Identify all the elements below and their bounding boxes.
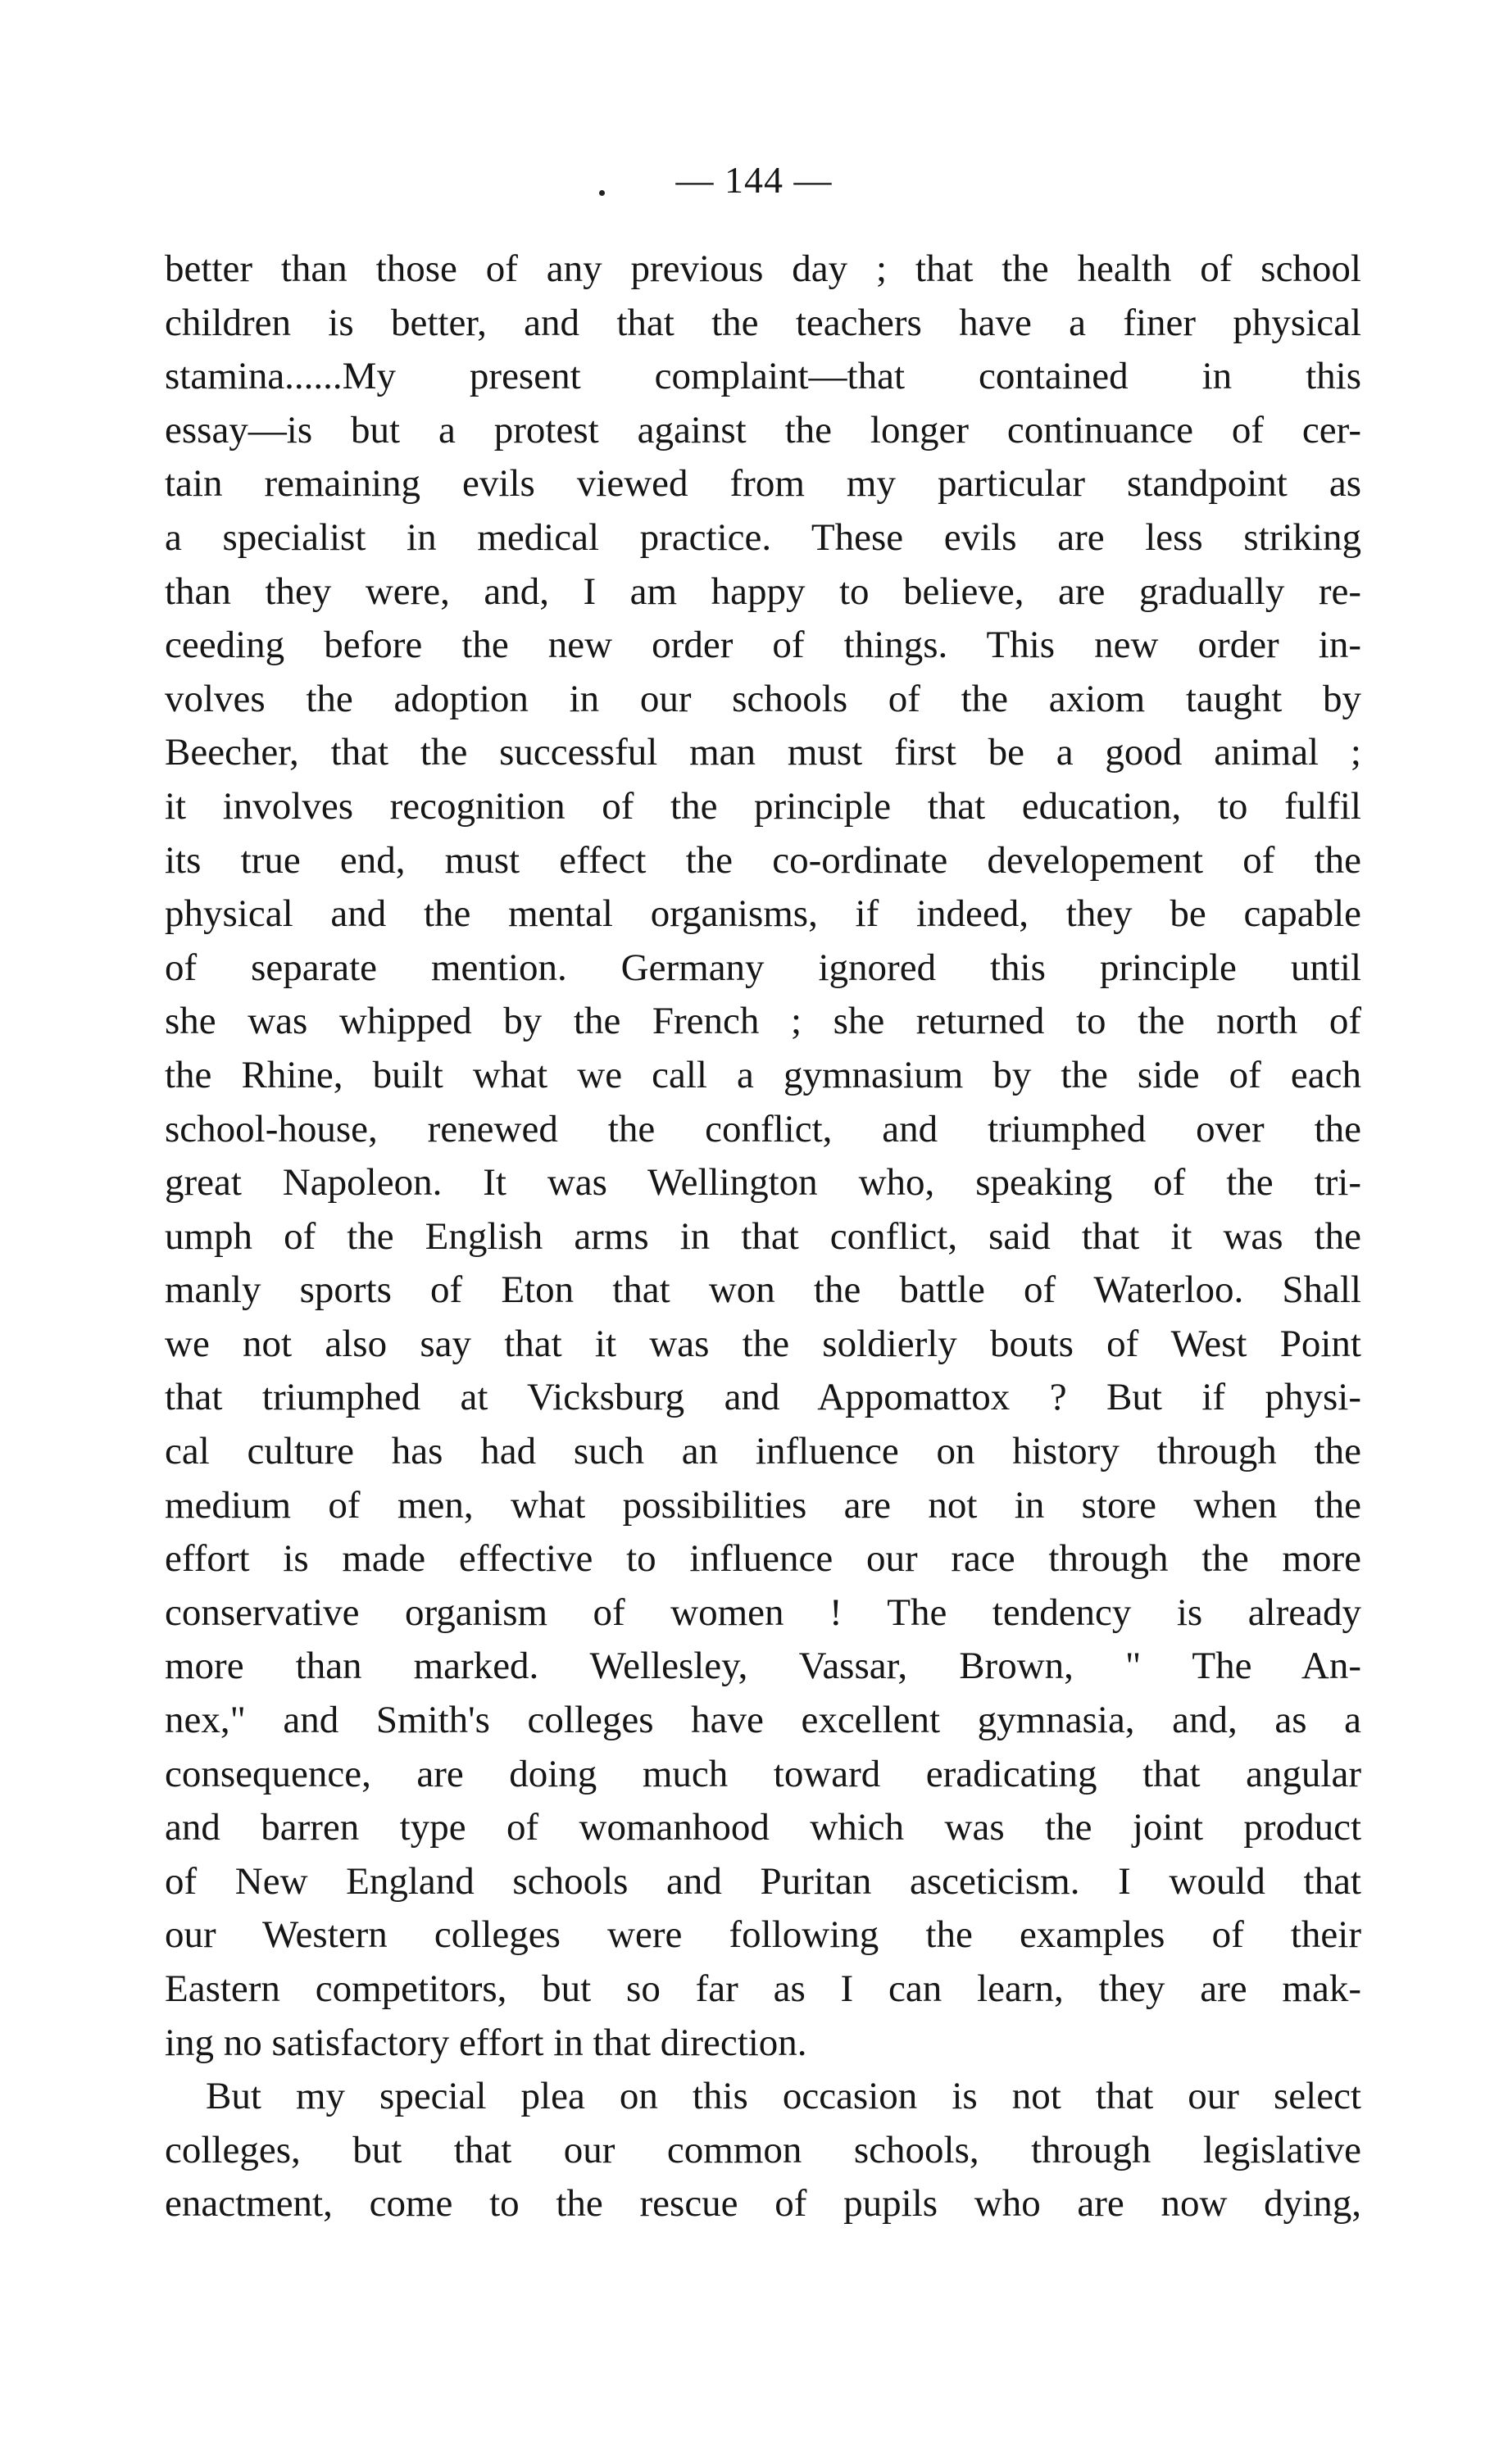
text-line: we not also say that it was the soldierly bouts of West Point bbox=[165, 1322, 1361, 1365]
text-line: manly sports of Eton that won the battle of Waterloo. Shall bbox=[165, 1268, 1361, 1312]
paragraph-end-line: ing no satisfactory effort in that direction. bbox=[165, 2021, 807, 2064]
text-line: consequence, are doing much toward eradicating that angular bbox=[165, 1752, 1361, 1795]
text-line: that triumphed at Vicksburg and Appomattox ? But if physi- bbox=[165, 1376, 1361, 1419]
text-line: umph of the English arms in that conflict, said that it was the bbox=[165, 1214, 1361, 1258]
text-line: of New England schools and Puritan asceticism. I would that bbox=[165, 1859, 1361, 1903]
text-line: volves the adoption in our schools of the axiom taught by bbox=[165, 677, 1361, 720]
text-line: physical and the mental organisms, if indeed, they be capable bbox=[165, 892, 1361, 936]
text-line: Eastern competitors, but so far as I can learn, they are mak- bbox=[165, 1967, 1361, 2010]
text-line: of separate mention. Germany ignored this principle until bbox=[165, 946, 1361, 989]
text-line: than they were, and, I am happy to believe, are gradually re- bbox=[165, 569, 1361, 613]
text-line: nex," and Smith's colleges have excellent gymnasia, and, as a bbox=[165, 1699, 1361, 1742]
text-line: school-house, renewed the conflict, and triumphed over the bbox=[165, 1107, 1361, 1150]
text-line: tain remaining evils viewed from my particular standpoint as bbox=[165, 462, 1361, 506]
text-line: children is better, and that the teachers have a finer physical bbox=[165, 301, 1361, 344]
text-line: its true end, must effect the co-ordinate developement of the bbox=[165, 838, 1361, 882]
text-line: stamina......My present complaint—that contained in this bbox=[165, 355, 1361, 398]
text-line: medium of men, what possibilities are not in store when the bbox=[165, 1483, 1361, 1527]
text-line: more than marked. Wellesley, Vassar, Brown, " The An- bbox=[165, 1645, 1361, 1688]
text-line: essay—is but a protest against the longer continuance of cer- bbox=[165, 408, 1361, 452]
text-line: great Napoleon. It was Wellington who, speaking of the tri- bbox=[165, 1161, 1361, 1205]
paragraph-start-line: But my special plea on this occasion is not that our select bbox=[206, 2075, 1361, 2118]
text-line: and barren type of womanhood which was the joint product bbox=[165, 1806, 1361, 1849]
text-line: our Western colleges were following the examples of their bbox=[165, 1913, 1361, 1957]
text-line: the Rhine, built what we call a gymnasium by the side of each bbox=[165, 1053, 1361, 1096]
text-line: effort is made effective to influence our race through the more bbox=[165, 1537, 1361, 1581]
text-line: ceeding before the new order of things. This new order in- bbox=[165, 624, 1361, 667]
text-line: better than those of any previous day ; that the health of school bbox=[165, 247, 1361, 290]
page-number: — 144 — bbox=[675, 159, 833, 201]
text-line: a specialist in medical practice. These evils are less striking bbox=[165, 515, 1361, 559]
text-line: conservative organism of women ! The tendency is already bbox=[165, 1590, 1361, 1634]
text-line: Beecher, that the successful man must first be a good animal ; bbox=[165, 731, 1361, 774]
text-line: enactment, come to the rescue of pupils who are now dying, bbox=[165, 2182, 1361, 2226]
text-line: she was whipped by the French ; she returned to the north of bbox=[165, 1000, 1361, 1043]
text-line: cal culture has had such an influence on history through the bbox=[165, 1430, 1361, 1473]
text-line: it involves recognition of the principle that education, to fulfil bbox=[165, 784, 1361, 828]
print-speck bbox=[599, 190, 605, 196]
text-line: colleges, but that our common schools, through legislative bbox=[165, 2128, 1361, 2171]
body-text bbox=[165, 243, 1361, 2231]
